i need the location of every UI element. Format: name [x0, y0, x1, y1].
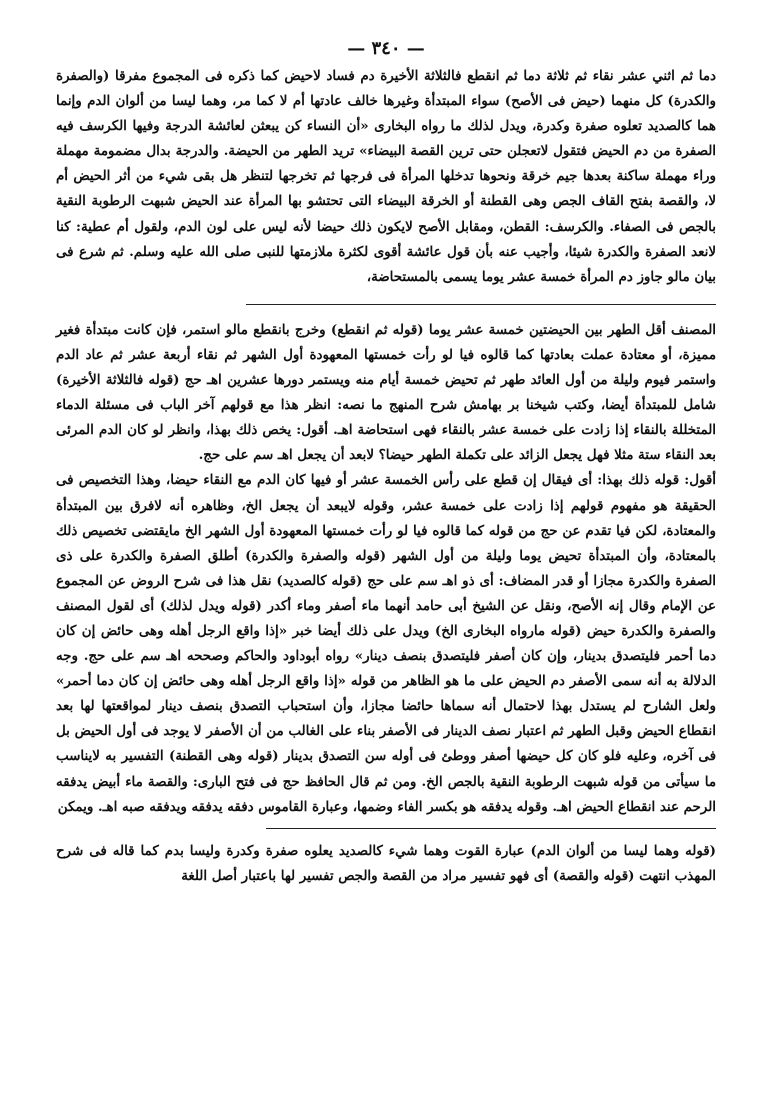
commentary-paragraph: المصنف أقل الطهر بين الحيضتين خمسة عشر يوما (قوله ثم انقطع) وخرج بانقطع مالو استمر، فإن كانت مبتدأة فغير مميزة، أو معتادة عملت بعادتها كما قالوه فيا لو رأت خمستها المعهودة أول الشهر ثم نقاء أربعة عشر ثم عاد الدم واستمر فيوم وليلة من أول العائد طهر ثم تحيض خمسة أيام منه ويستمر دورها عشرين اهـ حج (قوله فالثلاثة الأخيرة) شامل للمبتدأة أيضا، وكتب شيخنا بر بهامش شرح المنهج ما نصه: انظر هذا مع قولهم آخر الباب فى مسئلة الدماء المتخللة بالنقاء إذا زادت على خمسة عشر بالنقاء فهى استحاضة اهـ. أقول: يخص ذلك بهذا، وانظر لو كان الدم المرئى بعد النقاء ستة مثلا فهل يجعل الزائد على تكملة الطهر حيضا؟ لابعد أن يجعل اهـ سم على حج. [56, 321, 716, 464]
page [56, 34, 716, 889]
footnote-rule [266, 828, 716, 829]
footnote-paragraph: (قوله وهما ليسا من ألوان الدم) عبارة القوت وهما شيء كالصديد يعلوه صفرة وكدرة وليسا بدم كما قاله فى شرح المهذب انتهت (قوله والقصة) أى فهو تفسير مراد من القصة والجص تفسير لها باعتبار أصل اللغة [56, 842, 716, 884]
footnote [56, 839, 716, 889]
main-text [56, 64, 716, 290]
commentary [56, 318, 716, 820]
main-paragraph: دما ثم اثني عشر نقاء ثم ثلاثة دما ثم انقطع فالثلاثة الأخيرة دم فساد لاحيض كما ذكره فى المجموع مفرقا (والصفرة والكدرة) كل منهما (حيض فى الأصح) سواء المبتدأة وغيرها خالف عادتها أم لا كما مر، وهما ليسا من ألوان الدم وإنما هما كالصديد تعلوه صفرة وكدرة، ويدل لذلك ما رواه البخارى «أن النساء كن يبعثن لعائشة الدرجة وفيها الكرسف فيه الصفرة من دم الحيض فتقول لاتعجلن حتى ترين القصة البيضاء» تريد الطهر من الحيضة. والدرجة بدال مضمومة مهملة وراء مهملة ساكنة بعدها جيم خرقة ونحوها تدخلها المرأة فى فرجها ثم تخرجها لتنظر هل بقى شيء من أثر الحيض أم لا، والقصة بفتح القاف الجص وهى القطنة أو الخرقة البيضاء التى تحتشو بها المرأة عند الحيض شبهت الرطوبة النقية بالجص فى الصفاء. والكرسف: القطن، ومقابل الأصح لايكون ذلك حيضا لأنه ليس على لون الدم، ولقول أم عطية: كنا لانعد الصفرة والكدرة شيئا، وأجيب عنه بأن قول عائشة أقوى لكثرة ملازمتها للنبى صلى الله عليه وسلم. ثم شرع فى بيان مالو جاوز دم المرأة خمسة عشر يوما يسمى بالمستحاضة، [56, 68, 716, 285]
page-number: — ٣٤٠ — [347, 38, 425, 59]
commentary-paragraph: أقول: قوله ذلك بهذا: أى فيقال إن قطع على رأس الخمسة عشر أو فيها كان الدم مع النقاء حيضا، وهذا التخصيص فى الحقيقة هو مفهوم قولهم إذا زادت على خمسة عشر، وقوله لايبعد أن يجعل الخ، وظاهره أنه لافرق بين المبتدأة والمعتادة، لكن فيا تقدم عن حج من قوله كما قالوه فيا لو رأت خمستها المعهودة أول الشهر الخ مايقتضى تخصيص ذلك بالمعتادة، وأن المبتدأة تحيض يوما وليلة من أول الشهر (قوله والصفرة والكدرة) أطلق الصفرة والكدرة على ذى الصفرة والكدرة مجازا أو قدر المضاف: أى ذو اهـ سم على حج (قوله كالصديد) نقل هذا فى شرح الروض عن المجموع عن الإمام وقال إنه الأصح، ونقل عن الشيخ أبى حامد أنهما ماء أصفر وماء أكدر (قوله ويدل لذلك) أى لقول المصنف والصفرة والكدرة حيض (قوله مارواه البخارى الخ) ويدل على ذلك أيضا خبر «إذا واقع الرجل أهله وهى حائض إن كان دما أحمر فليتصدق بدينار، وإن كان أصفر فليتصدق بنصف دينار» رواه أبوداود والحاكم وصححه اهـ سم على حج. وجه الدلالة به أنه سمى الأصفر دم الحيض على ما هو الظاهر من قوله «إذا واقع الرجل أهله وهى حائض إن كان دما أحمر» ولعل الشارح لم يستدل بهذا لاحتمال أنه سماها حائضا مجازا، وأن استحباب التصدق بنصف دينار لمواقعتها لها بعد انقطاع الحيض وقبل الطهر ثم اعتبار نصف الدينار فى الأصفر بناء على الغالب من أن الأصفر لا يوجد فى أول الحيض بل فى آخره، وعليه فلو كان كل حيضها أصفر ووطئ فى أوله سن التصدق بدينار (قوله وهى القطنة) التفسير به لايناسب ما سيأتى من قوله شبهت الرطوبة النقية بالجص الخ. ومن ثم قال الحافظ حج فى فتح البارى: والقصة ماء أبيض يدفقه الرحم عند انقطاع الحيض اهـ. وقوله يدفقه هو بكسر الفاء وضمها، وعبارة القاموس دفقه يدفقه ويدفقه صبه اهـ. ويمكن [56, 472, 717, 815]
separator-rule [246, 304, 716, 305]
